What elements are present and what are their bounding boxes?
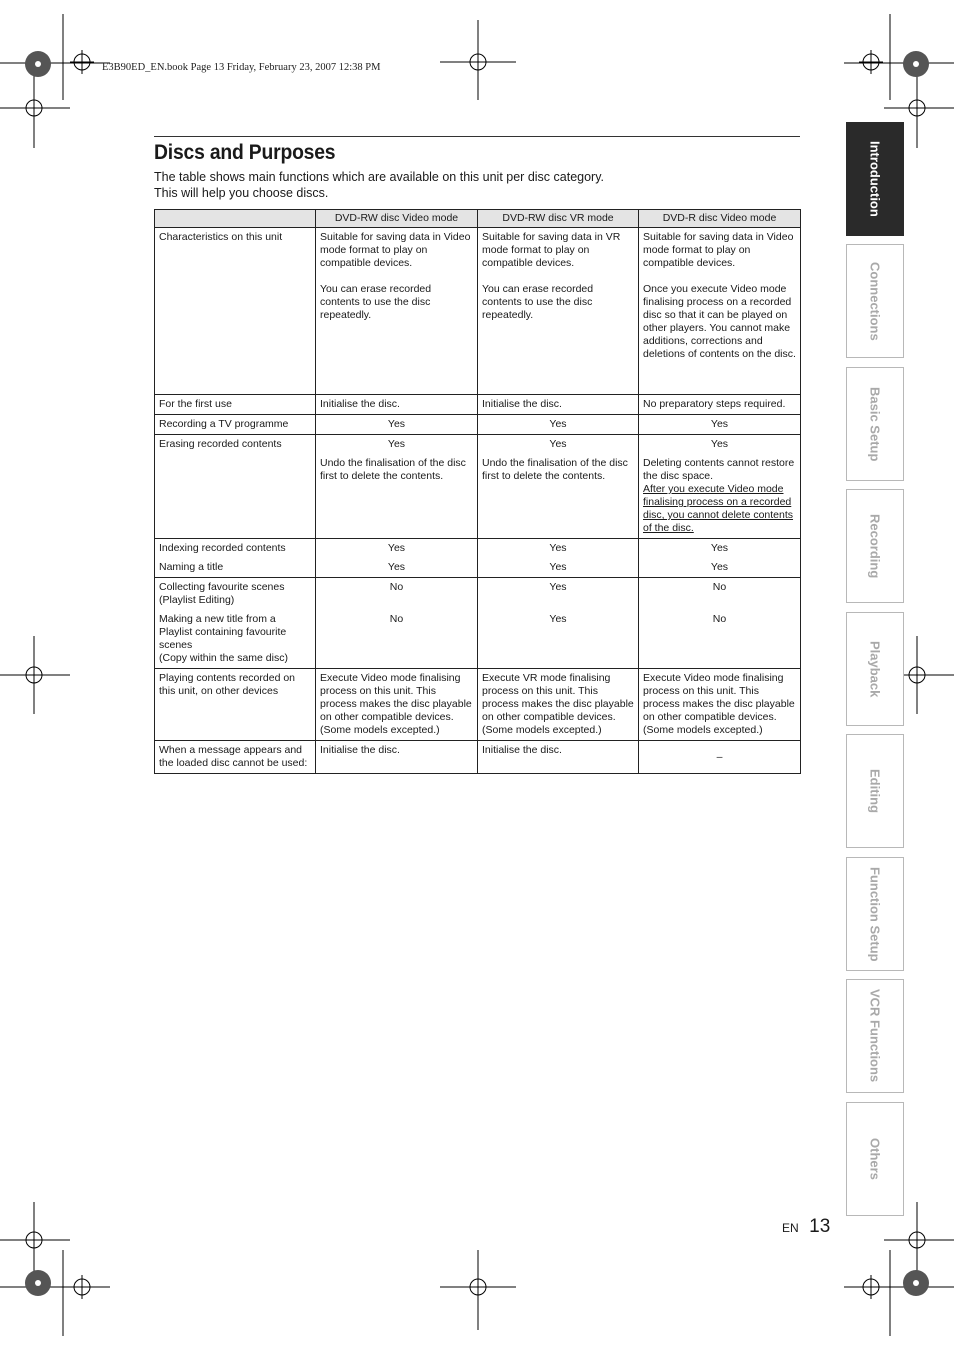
tab-playback[interactable] [846,612,904,726]
table-row [155,415,801,435]
table-cell [316,228,478,395]
table-cell [316,539,478,578]
table-cell [639,539,801,578]
table-cell: Execute VR mode finalising process on this unit. This process makes the disc playable on other compatible devices. (Some models excepted.) [478,669,639,741]
tab-vcr-functions[interactable] [846,979,904,1093]
cell-note: Undo the finalisation of the disc first to delete the contents. [320,457,466,482]
table-cell [478,228,639,395]
table-cell: Initialise the disc. [478,741,639,774]
tab-basic-setup[interactable] [846,367,904,481]
table-cell [639,435,801,539]
tab-label: Others [867,1138,883,1180]
cell-text: Once you execute Video mode finalising process on a recorded disc so that it can be played on other players. You cannot make additions, corrections and deletions of contents on the disc. [643,283,796,360]
table-row [155,741,801,774]
cell-value: No [712,613,727,625]
table-cell [639,578,801,669]
table-cell [155,539,316,578]
table-cell: Execute Video mode finalising process on this unit. This process makes the disc playable on other compatible devices. (Some models excepted.) [316,669,478,741]
cell-value: Yes [387,561,406,573]
tab-label: VCR Functions [867,989,883,1083]
cell-text: You can erase recorded contents to use the disc repeatedly. [482,283,594,321]
tab-introduction[interactable] [846,122,904,236]
row-label: Playing contents recorded on this unit, on other devices [155,669,316,741]
title-rule [154,136,800,137]
tab-label: Connections [867,261,883,341]
cell-value: Yes [387,438,406,450]
row-label: Recording a TV programme [155,415,316,435]
cell-note: Undo the finalisation of the disc first to delete the contents. [482,457,628,482]
tab-recording[interactable] [846,489,904,603]
table-cell: Initialise the disc. [316,741,478,774]
tab-label: Introduction [867,141,883,217]
table-cell: Yes [478,415,639,435]
table-cell: No preparatory steps required. [639,395,801,415]
row-label-note: (Copy within the same disc) [159,652,288,664]
row-label: Making a new title from a Playlist containing favourite scenes [159,613,287,651]
cell-value: Yes [710,542,729,554]
tab-label: Function Setup [867,866,883,962]
row-label: Indexing recorded contents [159,542,286,554]
cell-value: Yes [387,542,406,554]
cell-text: Suitable for saving data in Video mode format to play on compatible devices. [643,231,794,269]
table-row [155,578,801,669]
row-label: For the first use [155,395,316,415]
cell-underlined-note: After you execute Video mode finalising process on a recorded disc, you cannot delete contents of the disc. [643,483,794,534]
table-row [155,395,801,415]
page-footer [782,1216,830,1238]
tab-connections[interactable] [846,244,904,358]
column-header-dvdr-video: DVD-R disc Video mode [639,210,801,228]
cell-value: No [712,581,727,593]
row-label: Erasing recorded contents [155,435,316,539]
cell-value: Yes [549,438,567,450]
cell-value: Yes [549,542,567,554]
table-row [155,435,801,539]
cell-text: You can erase recorded contents to use the disc repeatedly. [320,283,432,321]
table-cell [316,435,478,539]
table-cell [639,228,801,395]
tab-label: Basic Setup [867,386,883,462]
table-cell: Initialise the disc. [478,395,639,415]
table-cell: – [639,741,801,774]
table-cell [155,578,316,669]
tab-editing[interactable] [846,734,904,848]
page-title: Discs and Purposes [154,141,336,164]
table-cell: Execute Video mode finalising process on this unit. This process makes the disc playable on other compatible devices. (Some models excepted.) [639,669,801,741]
row-label: Characteristics on this unit [155,228,316,395]
file-info-header: E3B90ED_EN.book Page 13 Friday, February 23, 2007 12:38 PM [102,62,381,73]
cell-value: Yes [710,438,729,450]
table-cell: Initialise the disc. [316,395,478,415]
tab-label: Editing [867,768,883,814]
table-cell: Yes [639,415,801,435]
table-cell [316,578,478,669]
column-header-dvdrw-vr: DVD-RW disc VR mode [478,210,639,228]
table-cell [478,435,639,539]
table-cell: Yes [316,415,478,435]
table-row [155,539,801,578]
tab-function-setup[interactable] [846,857,904,971]
cell-value: Yes [710,561,729,573]
language-code: EN [782,1221,799,1235]
column-header-blank [155,210,316,228]
table-header-row [155,210,801,228]
cell-value: No [389,613,404,625]
cell-value: Yes [549,561,567,573]
cell-text: Suitable for saving data in Video mode format to play on compatible devices. [320,231,471,269]
table-row [155,669,801,741]
cell-value: No [389,581,404,593]
tab-label: Playback [867,640,883,698]
column-header-dvdrw-video: DVD-RW disc Video mode [316,210,478,228]
intro-line-2: This will help you choose discs. [154,185,329,200]
tab-others[interactable] [846,1102,904,1216]
table-cell [478,578,639,669]
disc-purposes-table [154,209,801,774]
row-label: Naming a title [159,561,224,573]
intro-text [154,170,604,201]
page-number: 13 [809,1216,831,1237]
cell-note: Deleting contents cannot restore the disc space. [643,457,795,482]
tab-label: Recording [867,513,883,579]
table-row [155,228,801,395]
row-label: Collecting favourite scenes (Playlist Editing) [159,581,285,606]
intro-line-1: The table shows main functions which are available on this unit per disc category. [154,170,605,184]
table-cell [478,539,639,578]
cell-value: Yes [549,581,567,593]
cell-value: Yes [549,613,567,625]
cell-text: Suitable for saving data in VR mode format to play on compatible devices. [482,231,621,269]
row-label: When a message appears and the loaded disc cannot be used: [155,741,316,774]
